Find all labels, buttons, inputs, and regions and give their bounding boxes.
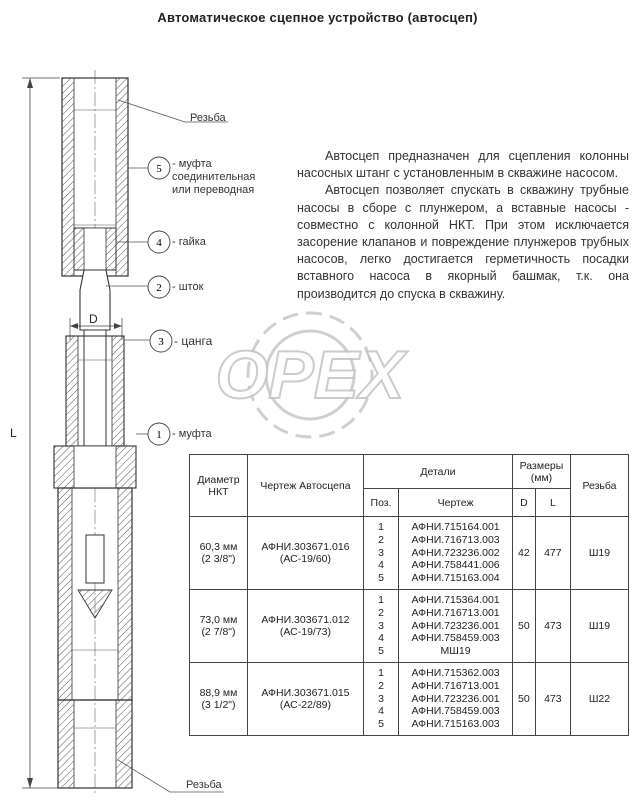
description-paragraph-2: Автосцеп позволяет спускать в скважину трубные насосы в сборе с плунжером, а вставные насосы - совместно с колонной НКТ. При этом исключается засорение клапанов и повреждение плунжеров трубных насосов, легко достигается герметичность посадки вставного насоса в якорный башмак, т.к. она производится до спуска в скважину. <box>297 183 629 301</box>
header-part-drawing: Чертеж <box>399 489 513 517</box>
thread-label-top: Резьба <box>190 112 226 124</box>
row-drawing-code: (АС-19/73) <box>279 625 331 638</box>
dimension-L <box>22 78 60 788</box>
table-row <box>190 517 629 590</box>
row-parts: АФНИ.715362.003 АФНИ.716713.001 АФНИ.723236.001 АФНИ.758459.003 АФНИ.715163.003 <box>399 662 513 735</box>
row-d: 50 <box>513 589 536 662</box>
row-parts: АФНИ.715364.001 АФНИ.716713.001 АФНИ.723236.001 АФНИ.758459.003 МШ19 <box>399 589 513 662</box>
row-l: 473 <box>535 589 570 662</box>
row-positions: 1 2 3 4 5 <box>363 662 398 735</box>
row-diameter: 60,3 мм <box>199 540 238 553</box>
row-d: 50 <box>513 662 536 735</box>
svg-text:OPEX: OPEX <box>215 337 405 413</box>
row-parts: АФНИ.715164.001 АФНИ.716713.003 АФНИ.723236.002 АФНИ.758441.006 АФНИ.715163.004 <box>399 517 513 590</box>
header-details: Детали <box>363 455 512 489</box>
row-thread: Ш19 <box>570 589 628 662</box>
part-2-label: - шток <box>172 281 204 293</box>
lower-coupling-part-1 <box>54 446 136 700</box>
row-thread: Ш19 <box>570 517 628 590</box>
description <box>297 148 629 303</box>
table-row <box>190 589 629 662</box>
header-l: L <box>535 489 570 517</box>
row-drawing: АФНИ.303671.015 <box>261 686 350 699</box>
row-drawing: АФНИ.303671.016 <box>261 540 350 553</box>
description-paragraph-1: Автосцеп предназначен для сцепления колонны насосных штанг с установленным в скважине насосом. <box>297 149 629 181</box>
row-diameter: 88,9 мм <box>199 686 238 699</box>
row-positions: 1 2 3 4 5 <box>363 589 398 662</box>
row-drawing-code: (АС-19/60) <box>279 552 331 565</box>
page-title: Автоматическое сцепное устройство (автосцеп) <box>157 10 478 25</box>
header-d: D <box>513 489 536 517</box>
row-positions: 1 2 3 4 5 <box>363 517 398 590</box>
dimension-D-label: D <box>89 312 98 326</box>
nut-part-4 <box>74 228 116 270</box>
callout-balloon-4 <box>148 231 170 253</box>
part-3-label: - цанга <box>174 334 213 348</box>
part-5-label: - муфта соединительная или переводная <box>172 158 256 196</box>
row-diameter-inch: (2 3/8") <box>201 552 236 565</box>
svg-text:4: 4 <box>156 237 162 249</box>
row-l: 473 <box>535 662 570 735</box>
part-1-label: - муфта <box>172 428 212 440</box>
specification-table <box>189 454 629 736</box>
row-diameter-inch: (3 1/2") <box>201 698 236 711</box>
row-thread: Ш22 <box>570 662 628 735</box>
header-pos: Поз. <box>363 489 398 517</box>
callout-balloon-2 <box>148 276 170 298</box>
header-sizes: Размеры (мм) <box>513 455 571 489</box>
dimension-L-label: L <box>10 426 17 440</box>
table-row <box>190 662 629 735</box>
row-l: 477 <box>535 517 570 590</box>
thread-label-bottom: Резьба <box>186 779 222 791</box>
svg-text:5: 5 <box>156 163 162 175</box>
row-diameter-inch: (2 7/8") <box>201 625 236 638</box>
row-drawing-code: (АС-22/89) <box>279 698 331 711</box>
svg-text:2: 2 <box>156 282 162 294</box>
header-diameter: Диаметр НКТ <box>190 455 248 517</box>
header-drawing: Чертеж Автосцепа <box>247 455 363 517</box>
callout-balloon-5 <box>148 157 170 179</box>
svg-text:3: 3 <box>158 336 164 348</box>
row-diameter: 73,0 мм <box>199 613 238 626</box>
svg-text:1: 1 <box>156 429 162 441</box>
header-thread: Резьба <box>570 455 628 517</box>
part-4-label: - гайка <box>172 236 206 248</box>
row-d: 42 <box>513 517 536 590</box>
row-drawing: АФНИ.303671.012 <box>261 613 350 626</box>
